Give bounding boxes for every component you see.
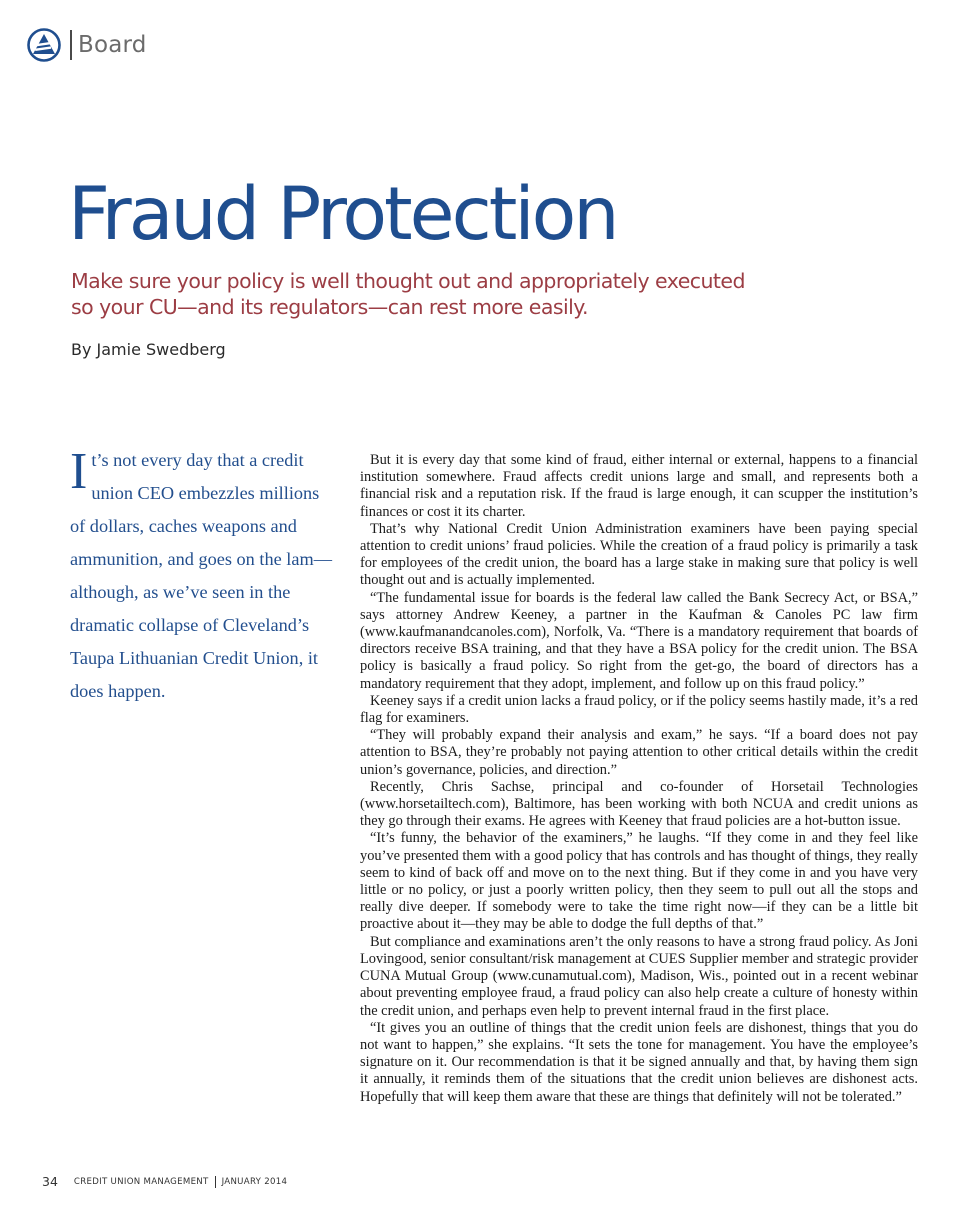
article-subtitle: Make sure your policy is well thought out and appropriately executed so your CU—and its regulators—can rest more easily. <box>71 269 745 319</box>
article-title: Fraud Protection <box>68 172 617 257</box>
body-paragraph: “The fundamental issue for boards is the federal law called the Bank Secrecy Act, or BSA,” says attorney Andrew Keeney, a partner in the Kaufman & Canoles PC law firm (www.kaufmanandcanoles.com), Norfolk, Va. “There is a mandatory requirement that boards of directors receive BSA training, and that they have a BSA policy for the credit union. The BSA policy is basically a fraud policy. So right from the get-go, the board of directors has a mandatory requirement that they adopt, implement, and follow up on this fraud policy.” <box>360 589 918 692</box>
body-paragraph: But it is every day that some kind of fraud, either internal or external, happens to a financial institution somewhere. Fraud affects credit unions large and small, and represents both a financial risk and a reputation risk. If the fraud is large enough, it can scupper the institution’s finances or cost it its charter. <box>360 452 918 520</box>
page-footer <box>42 1174 287 1189</box>
body-paragraph: That’s why National Credit Union Administration examiners have been paying special attention to credit unions’ fraud policies. While the creation of a fraud policy is primarily a task for employees of the credit union, the board has a large stake in making sure that policy is well thought out and is actually implemented. <box>360 520 918 589</box>
article-body <box>360 452 918 1106</box>
byline: By Jamie Swedberg <box>71 340 226 359</box>
body-paragraph: “They will probably expand their analysis and exam,” he says. “If a board does not pay attention to BSA, they’re probably not paying attention to other critical details within the credit union’s governance, policies, and direction.” <box>360 727 918 778</box>
issue-date: JANUARY 2014 <box>221 1176 288 1187</box>
page-number: 34 <box>42 1174 58 1189</box>
body-paragraph: Recently, Chris Sachse, principal and co-founder of Horsetail Technologies (www.horsetailtech.com), Baltimore, has been working with both NCUA and credit unions as they go through their exams. He agrees with Keeney that fraud policies are a hot-button issue. <box>360 778 918 830</box>
header-divider <box>70 30 72 60</box>
body-paragraph: “It gives you an outline of things that the credit union feels are dishonest, things that you do not want to happen,” she explains. “It sets the tone for management. You have the employee’s signature on it. Our recommendation is that it be signed annually and that, by having them sign it annually, it reminds them of the situations that the credit union believes are dishonest acts. Hopefully that will keep them aware that these are things that definitely will not be tolerated.” <box>360 1019 918 1105</box>
body-paragraph: Keeney says if a credit union lacks a fraud policy, or if the policy seems hastily made, it’s a red flag for examiners. <box>360 692 918 727</box>
cum-logo-icon <box>27 28 61 62</box>
publication-name: CREDIT UNION MANAGEMENT <box>73 1176 209 1187</box>
body-paragraph: “It’s funny, the behavior of the examiners,” he laughs. “If they come in and they feel like you’ve presented them with a good policy that has controls and has thought of things, they really seem to kind of back off and move on to the next thing. But if they come in and you have very little or no policy, or just a poorly written policy, then they seem to pull out all the stops and really dive deeper. If somebody were to take the time right now—if they can be a little bit proactive about it—they may be able to dodge the full depths of that.” <box>360 830 918 933</box>
section-label: Board <box>78 32 147 58</box>
drop-cap: I <box>70 443 88 500</box>
footer-divider <box>215 1176 216 1188</box>
body-paragraph: But compliance and examinations aren’t the only reasons to have a strong fraud policy. As Joni Lovingood, senior consultant/risk management at CUES Supplier member and strategic provider CUNA Mutual Group (www.cunamutual.com), Madison, Wis., pointed out in a recent webinar about preventing employee fraud, a fraud policy can also help create a culture of honesty within the credit union, and perhaps even help to prevent internal fraud in the first place. <box>360 933 918 1019</box>
pull-quote-text: t’s not every day that a credit union CEO embezzles millions of dollars, caches weapons and ammunition, and goes on the lam—although, as we’ve seen in the dramatic collapse of Cleveland’s Taupa Lithuanian Credit Union, it does happen. <box>70 450 332 701</box>
pull-quote <box>70 444 332 708</box>
page-header <box>27 27 147 63</box>
